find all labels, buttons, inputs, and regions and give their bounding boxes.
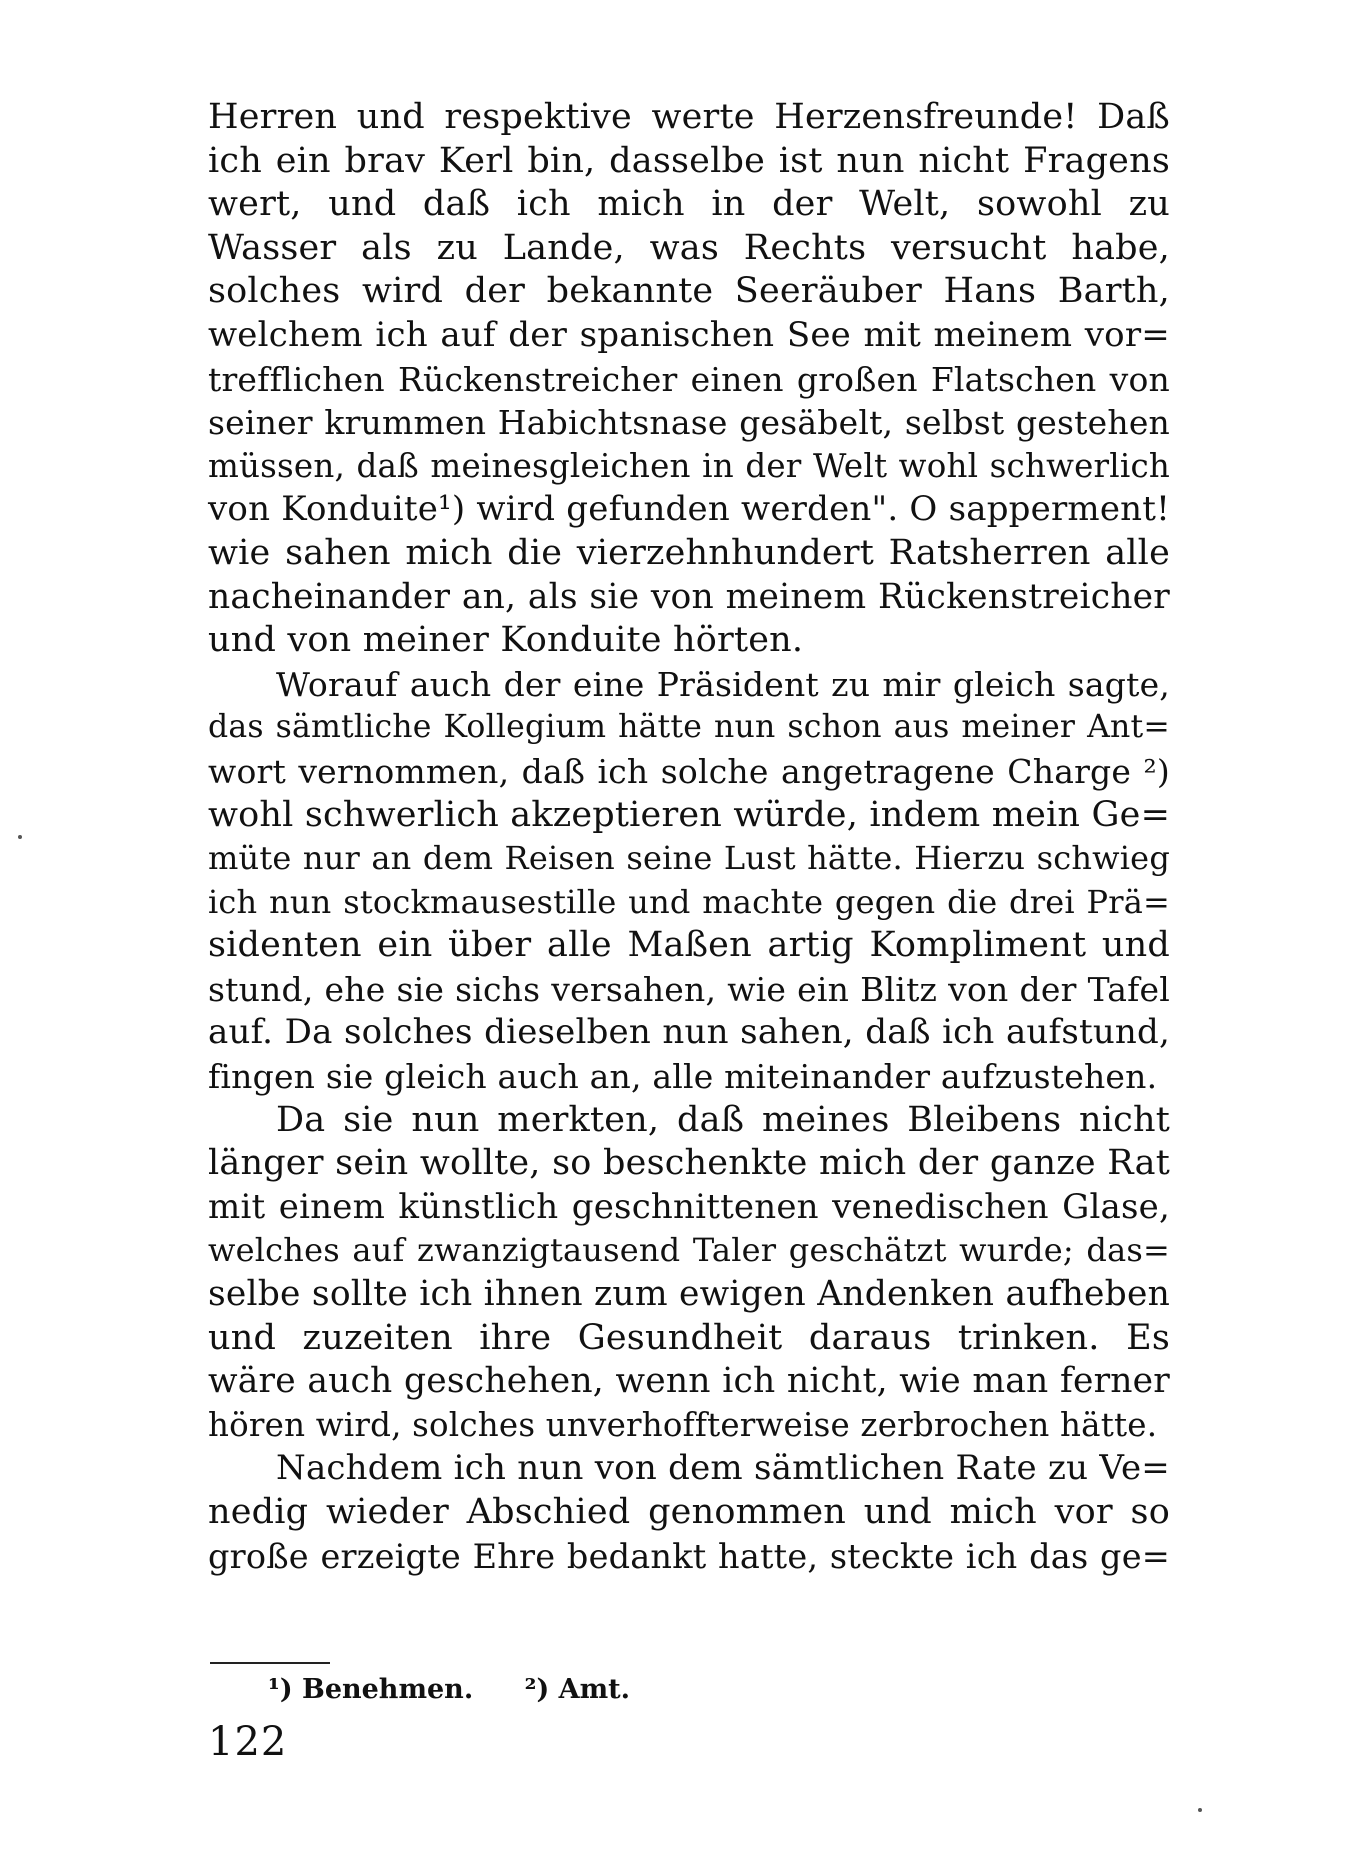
body-text [208, 96, 1170, 1578]
text-line: müte nur an dem Reisen seine Lust hätte. Hierzu schwieg [208, 839, 1170, 878]
text-line: Wasser als zu Lande, was Rechts versucht habe, [208, 227, 1170, 268]
text-line: länger sein wollte, so beschenkte mich der ganze Rat [208, 1143, 1170, 1184]
text-line: wie sahen mich die vierzehnhundert Ratsherren alle [208, 532, 1170, 573]
text-line: fingen sie gleich auch an, alle miteinander aufzustehen. [208, 1057, 1158, 1097]
text-line: sidenten ein über alle Maßen artig Kompliment und [208, 925, 1170, 966]
page-number: 122 [208, 1719, 288, 1765]
text-line: nacheinander an, als sie von meinem Rückenstreicher [208, 576, 1170, 617]
text-line: Da sie nun merkten, daß meines Bleibens nicht [276, 1099, 1170, 1140]
text-line: ich ein brav Kerl bin, dasselbe ist nun nicht Fragens [208, 140, 1170, 181]
text-line: auf. Da solches dieselben nun sahen, daß ich aufstund, [208, 1012, 1170, 1053]
scan-speck [18, 835, 22, 839]
footnote-1: ¹) Benehmen. [268, 1674, 474, 1705]
footnote-separator [210, 1662, 330, 1664]
text-line: seiner krummen Habichtsnase gesäbelt, selbst gestehen [208, 403, 1170, 443]
text-line: wert, und daß ich mich in der Welt, sowohl zu [208, 184, 1170, 225]
text-line: und von meiner Konduite hörten. [208, 620, 804, 661]
footnote-2: ²) Amt. [524, 1674, 631, 1705]
text-line: welches auf zwanzigtausend Taler geschätzt wurde; das= [208, 1231, 1170, 1270]
text-line: von Konduite¹) wird gefunden werden". O sapperment! [208, 489, 1170, 530]
text-line: trefflichen Rückenstreicher einen großen Flatschen von [208, 359, 1170, 399]
text-line: das sämtliche Kollegium hätte nun schon aus meiner Ant= [208, 709, 1170, 746]
text-line: mit einem künstlich geschnittenen venedischen Glase, [208, 1186, 1170, 1227]
text-line: wohl schwerlich akzeptieren würde, indem mein Ge= [208, 794, 1171, 835]
text-line: große erzeigte Ehre bedankt hatte, steckte ich das ge= [208, 1536, 1170, 1576]
text-line: müssen, daß meinesgleichen in der Welt wohl schwerlich [208, 446, 1170, 485]
text-line: solches wird der bekannte Seeräuber Hans Barth, [208, 271, 1170, 312]
scan-speck [1198, 1808, 1202, 1812]
text-line: selbe sollte ich ihnen zum ewigen Andenken aufheben [208, 1274, 1170, 1315]
text-line: ich nun stockmausestille und machte gegen die drei Prä= [208, 882, 1170, 921]
text-line: hören wird, solches unverhoffterweise zerbrochen hätte. [208, 1405, 1158, 1444]
text-line: Worauf auch der eine Präsident zu mir gleich sagte, [276, 664, 1170, 704]
text-line: welchem ich auf der spanischen See mit meinem vor= [208, 314, 1170, 355]
text-line: Nachdem ich nun von dem sämtlichen Rate zu Ve= [276, 1448, 1170, 1489]
text-line: nedig wieder Abschied genommen und mich vor so [208, 1492, 1170, 1532]
footnotes [268, 1672, 672, 1708]
text-line: und zuzeiten ihre Gesundheit daraus trinken. Es [208, 1317, 1170, 1358]
text-line: Herren und respektive werte Herzensfreunde! Daß [208, 97, 1170, 137]
text-line: wort vernommen, daß ich solche angetragene Charge ²) [208, 751, 1170, 791]
text-line: stund, ehe sie sichs versahen, wie ein Blitz von der Tafel [208, 969, 1170, 1009]
text-line: wäre auch geschehen, wenn ich nicht, wie man ferner [208, 1361, 1170, 1402]
